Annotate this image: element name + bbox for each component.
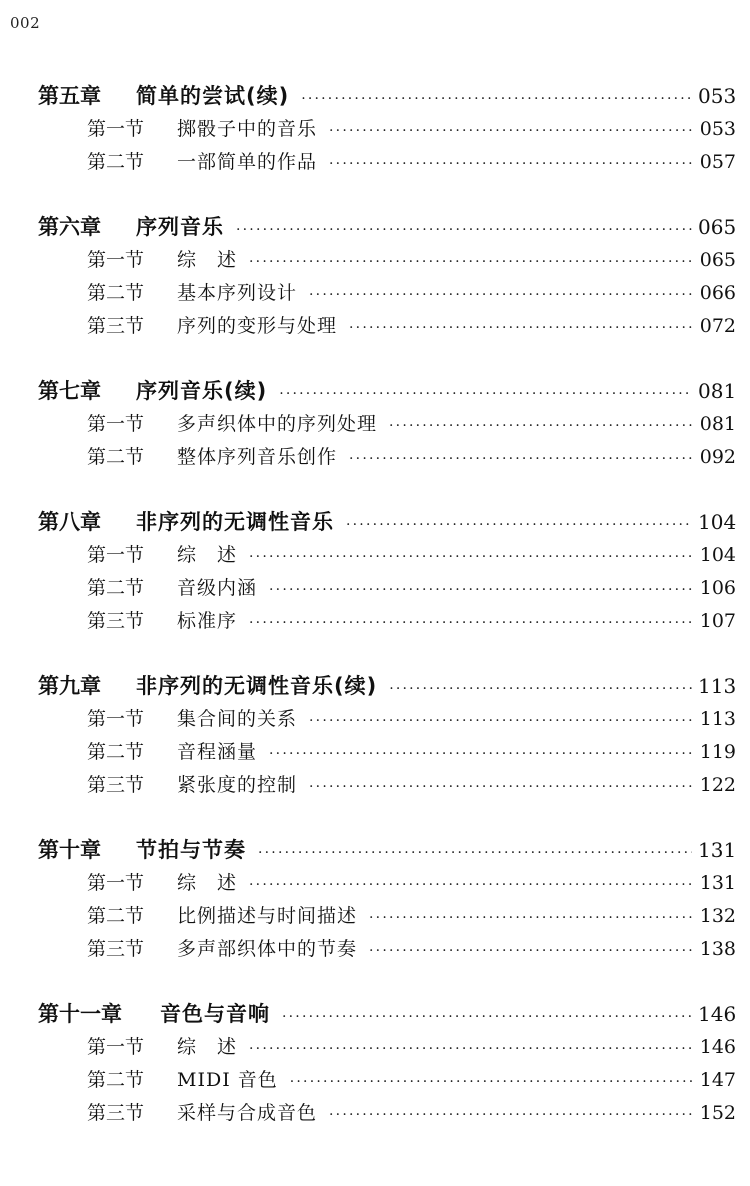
dot-leader	[249, 869, 692, 902]
chapter-entry[interactable]	[38, 210, 736, 244]
section-title: 多声织体中的序列处理	[177, 413, 378, 435]
chapter-title: 序列音乐(续)	[136, 379, 268, 403]
chapter-page-number: 146	[698, 1002, 737, 1026]
section-entry[interactable]	[87, 933, 736, 966]
section-entry[interactable]	[87, 408, 736, 441]
chapter-page-number: 113	[698, 674, 737, 698]
section-entry[interactable]	[87, 605, 736, 638]
chapter-title: 非序列的无调性音乐	[136, 510, 334, 534]
section-entry[interactable]	[87, 769, 736, 802]
section-entry[interactable]	[87, 572, 736, 605]
section-entry[interactable]	[87, 539, 736, 572]
dot-leader	[369, 935, 692, 968]
section-entry[interactable]	[87, 113, 736, 146]
section-title: 基本序列设计	[177, 282, 298, 304]
section-label: 第三节	[87, 610, 145, 632]
chapter-block	[0, 210, 750, 343]
section-page-number: 057	[699, 151, 736, 173]
section-page-number: 092	[699, 446, 736, 468]
chapter-block	[0, 505, 750, 638]
section-title: 一部简单的作品	[177, 151, 318, 173]
section-title: 掷骰子中的音乐	[177, 118, 318, 140]
section-page-number: 113	[699, 708, 736, 730]
section-title: 采样与合成音色	[177, 1102, 318, 1124]
chapter-title: 序列音乐	[136, 215, 224, 239]
dot-leader	[290, 1066, 692, 1099]
dot-leader	[258, 836, 692, 870]
chapter-title: 音色与音响	[160, 1002, 270, 1026]
dot-leader	[329, 1099, 692, 1132]
section-page-number: 065	[699, 249, 736, 271]
chapter-title: 节拍与节奏	[136, 838, 246, 862]
section-label: 第二节	[87, 741, 145, 763]
section-label: 第三节	[87, 774, 145, 796]
dot-leader	[329, 148, 692, 181]
section-page-number: 147	[699, 1069, 736, 1091]
section-page-number: 138	[699, 938, 736, 960]
chapter-label: 第十章	[38, 838, 101, 862]
chapter-entry[interactable]	[38, 505, 736, 539]
section-label: 第一节	[87, 708, 145, 730]
chapter-block	[0, 374, 750, 474]
section-entry[interactable]	[87, 900, 736, 933]
chapter-entry[interactable]	[38, 833, 736, 867]
section-title: 整体序列音乐创作	[177, 446, 338, 468]
dot-leader	[301, 82, 692, 116]
section-title: 标准序	[177, 610, 238, 632]
section-page-number: 131	[699, 872, 736, 894]
dot-leader	[279, 377, 692, 411]
dot-leader	[249, 246, 692, 279]
dot-leader	[309, 279, 692, 312]
section-page-number: 081	[699, 413, 736, 435]
section-title: 多声部织体中的节奏	[177, 938, 358, 960]
section-title: 综 述	[177, 544, 238, 566]
section-page-number: 072	[699, 315, 736, 337]
dot-leader	[369, 902, 692, 935]
section-label: 第一节	[87, 1036, 145, 1058]
chapter-block	[0, 79, 750, 179]
chapter-page-number: 081	[698, 379, 737, 403]
section-label: 第一节	[87, 249, 145, 271]
dot-leader	[389, 672, 692, 706]
section-label: 第二节	[87, 151, 145, 173]
chapter-page-number: 065	[698, 215, 737, 239]
section-title: 音级内涵	[177, 577, 258, 599]
dot-leader	[249, 1033, 692, 1066]
dot-leader	[249, 541, 692, 574]
section-label: 第一节	[87, 872, 145, 894]
dot-leader	[269, 738, 692, 771]
section-label: 第二节	[87, 446, 145, 468]
dot-leader	[389, 410, 692, 443]
section-label: 第二节	[87, 1069, 145, 1091]
chapter-label: 第五章	[38, 84, 101, 108]
section-entry[interactable]	[87, 441, 736, 474]
section-title: 集合间的关系	[177, 708, 298, 730]
section-entry[interactable]	[87, 703, 736, 736]
section-title: MIDI 音色	[177, 1069, 278, 1091]
section-label: 第三节	[87, 938, 145, 960]
dot-leader	[349, 312, 692, 345]
section-title: 紧张度的控制	[177, 774, 298, 796]
section-page-number: 066	[699, 282, 736, 304]
dot-leader	[309, 771, 692, 804]
chapter-block	[0, 833, 750, 966]
page-number: 002	[10, 14, 41, 32]
chapter-block	[0, 669, 750, 802]
section-entry[interactable]	[87, 867, 736, 900]
section-entry[interactable]	[87, 310, 736, 343]
chapter-entry[interactable]	[38, 374, 736, 408]
dot-leader	[329, 115, 692, 148]
chapter-title: 非序列的无调性音乐(续)	[136, 674, 378, 698]
chapter-label: 第七章	[38, 379, 101, 403]
section-label: 第一节	[87, 413, 145, 435]
chapter-label: 第六章	[38, 215, 101, 239]
section-entry[interactable]	[87, 244, 736, 277]
section-entry[interactable]	[87, 1064, 736, 1097]
section-page-number: 053	[699, 118, 736, 140]
section-page-number: 107	[699, 610, 736, 632]
section-label: 第三节	[87, 315, 145, 337]
dot-leader	[249, 607, 692, 640]
dot-leader	[282, 1000, 692, 1034]
chapter-entry[interactable]	[38, 79, 736, 113]
section-title: 序列的变形与处理	[177, 315, 338, 337]
chapter-label: 第八章	[38, 510, 101, 534]
section-label: 第二节	[87, 577, 145, 599]
chapter-title: 简单的尝试(续)	[136, 84, 290, 108]
section-label: 第一节	[87, 118, 145, 140]
dot-leader	[349, 443, 692, 476]
dot-leader	[269, 574, 692, 607]
section-page-number: 106	[699, 577, 736, 599]
section-title: 音程涵量	[177, 741, 258, 763]
chapter-label: 第十一章	[38, 1002, 122, 1026]
chapter-page-number: 131	[698, 838, 737, 862]
section-label: 第二节	[87, 905, 145, 927]
chapter-page-number: 104	[698, 510, 737, 534]
section-title: 比例描述与时间描述	[177, 905, 358, 927]
section-label: 第二节	[87, 282, 145, 304]
dot-leader	[309, 705, 692, 738]
dot-leader	[346, 508, 692, 542]
section-label: 第一节	[87, 544, 145, 566]
chapter-label: 第九章	[38, 674, 101, 698]
chapter-block	[0, 997, 750, 1130]
section-page-number: 119	[699, 741, 736, 763]
section-entry[interactable]	[87, 277, 736, 310]
section-entry[interactable]	[87, 146, 736, 179]
section-page-number: 104	[699, 544, 736, 566]
section-entry[interactable]	[87, 1097, 736, 1130]
section-title: 综 述	[177, 872, 238, 894]
section-page-number: 152	[699, 1102, 736, 1124]
section-page-number: 132	[699, 905, 736, 927]
section-title: 综 述	[177, 249, 238, 271]
section-entry[interactable]	[87, 1031, 736, 1064]
dot-leader	[236, 213, 692, 247]
section-entry[interactable]	[87, 736, 736, 769]
chapter-entry[interactable]	[38, 669, 736, 703]
section-title: 综 述	[177, 1036, 238, 1058]
table-of-contents	[0, 79, 750, 1161]
section-page-number: 146	[699, 1036, 736, 1058]
section-page-number: 122	[699, 774, 736, 796]
section-label: 第三节	[87, 1102, 145, 1124]
chapter-entry[interactable]	[38, 997, 736, 1031]
chapter-page-number: 053	[698, 84, 737, 108]
